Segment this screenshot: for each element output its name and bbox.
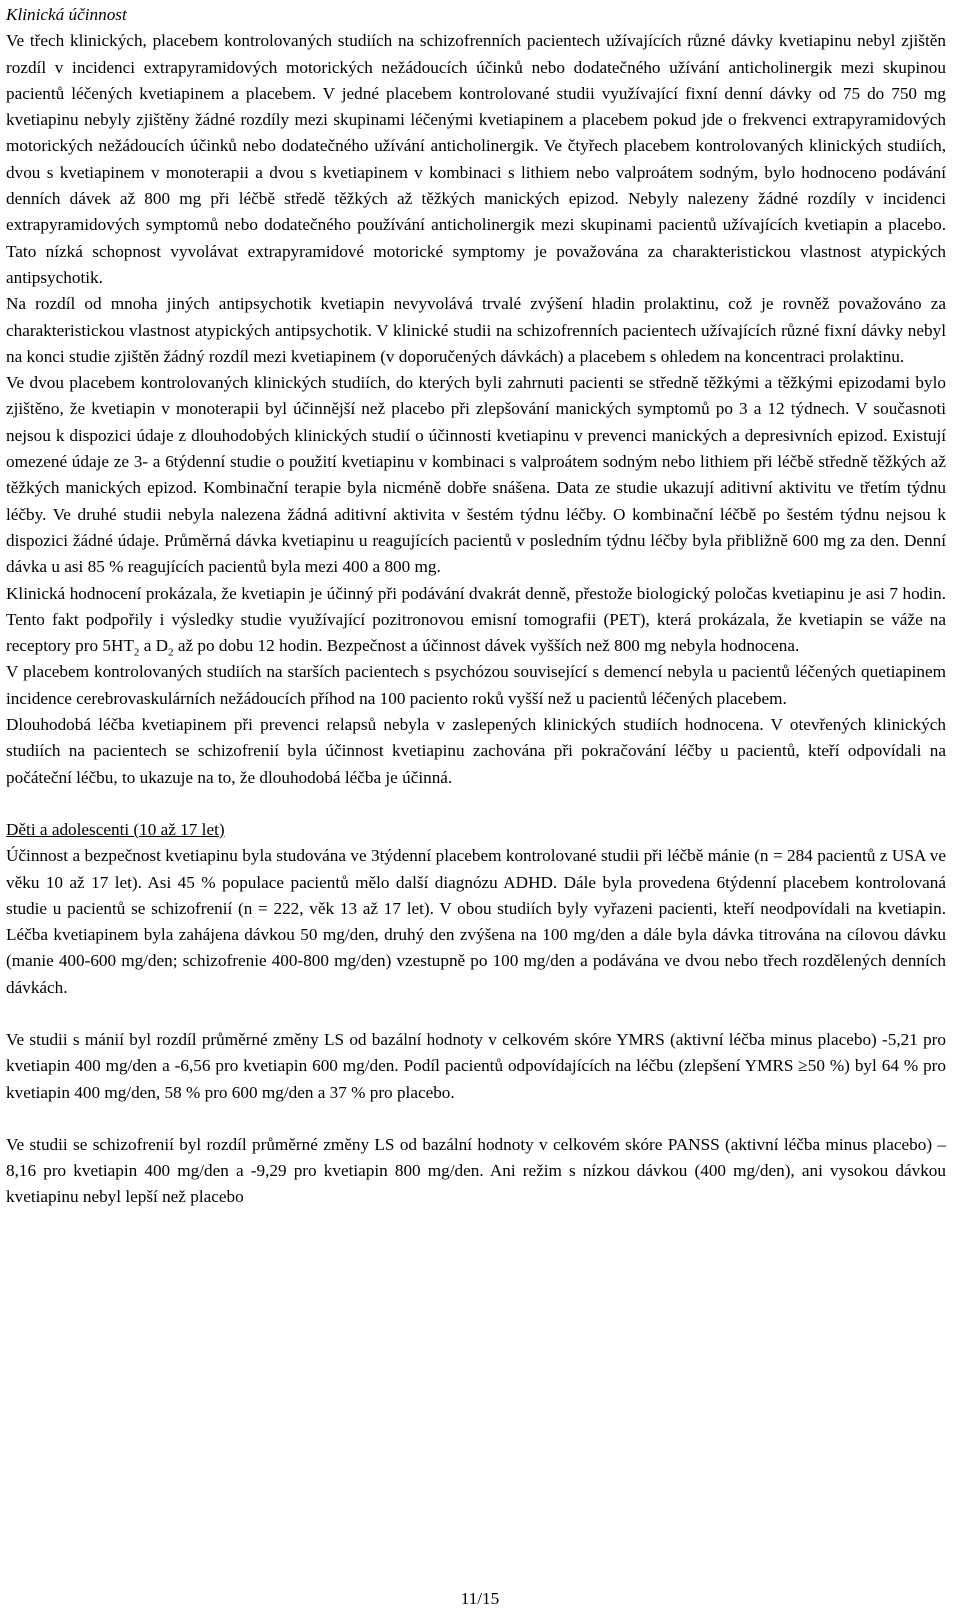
paragraph: V placebem kontrolovaných studiích na starších pacientech s psychózou související s demencí nebyla u pacientů léčených quetiapinem incidence cerebrovaskulárních nežádoucích příhod na 100 paciento roků vyšší než u pacientů léčených placebem. [6, 662, 946, 708]
subsection-title: Děti a adolescenti (10 až 17 let) [6, 819, 225, 839]
paragraph: Účinnost a bezpečnost kvetiapinu byla studována ve 3týdenní placebem kontrolované studii při léčbě mánie (n = 284 pacientů z USA ve věku 10 až 17 let). Asi 45 % populace pacientů mělo další diagnózu ADHD. Dále byla provedena 6týdenní placebem kontrolovaná studie u pacientů se schizofrenií (n = 222, věk 13 až 17 let). V obou studiích byly vyřazeni pacienti, kteří neodpovídali na kvetiapin. Léčba kvetiapinem byla zahájena dávkou 50 mg/den, druhý den zvýšena na 100 mg/den a dále byla dávka titrována na cílovou dávku (manie 400-600 mg/den; schizofrenie 400-800 mg/den) vzestupně po 100 mg/den a podávána ve dvou nebo třech rozdělených denních dávkách. [6, 846, 946, 997]
paragraph-with-subscripts [6, 581, 946, 660]
section-title: Klinická účinnost [6, 5, 127, 24]
subscript: 2 [133, 646, 140, 659]
document-page [6, 2, 946, 1211]
paragraph-text: a D [139, 636, 169, 656]
paragraph: Ve studii s mánií byl rozdíl průměrné změny LS od bazální hodnoty v celkovém skóre YMRS (aktivní léčba minus placebo) -5,21 pro kvetiapin 400 mg/den a -6,56 pro kvetiapin 600 mg/den. Podíl pacientů odpovídajících na léčbu (zlepšení YMRS ≥50 %) byl 64 % pro kvetiapin 400 mg/den, 58 % pro 600 mg/den a 37 % pro placebo. [6, 1029, 946, 1102]
paragraph: Na rozdíl od mnoha jiných antipsychotik kvetiapin nevyvolává trvalé zvýšení hladin prolaktinu, což je rovněž považováno za charakteristickou vlastnost atypických antipsychotik. V klinické studii na schizofrenních pacientech užívajících různé fixní dávky nebyl na konci studie zjištěn žádný rozdíl mezi kvetiapinem (v doporučených dávkách) a placebem s ohledem na koncentraci prolaktinu. [6, 294, 946, 366]
subscript: 2 [168, 646, 174, 659]
spacer [6, 791, 946, 817]
paragraph: Dlouhodobá léčba kvetiapinem při prevenci relapsů nebyla v zaslepených klinických studiích hodnocena. V otevřených klinických studiích na pacientech se schizofrenií byla účinnost kvetiapinu zachována při pokračování léčby u pacientů, kteří odpovídali na počáteční léčbu, to ukazuje na to, že dlouhodobá léčba je účinná. [6, 715, 946, 787]
page-number: 11/15 [460, 1589, 500, 1608]
spacer [6, 1001, 946, 1027]
paragraph: Ve studii se schizofrenií byl rozdíl průměrné změny LS od bazální hodnoty v celkovém skóre PANSS (aktivní léčba minus placebo) – 8,16 pro kvetiapin 400 mg/den a -9,29 pro kvetiapin 800 mg/den. Ani režim s nízkou dávkou (400 mg/den), ani vysokou dávkou kvetiapinu nebyl lepší než placebo [6, 1134, 946, 1207]
spacer [6, 1106, 946, 1132]
paragraph: Ve třech klinických, placebem kontrolovaných studiích na schizofrenních pacientech užívajících různé dávky kvetiapinu nebyl zjištěn rozdíl v incidenci extrapyramidových motorických nežádoucích účinků nebo dodatečného užívání anticholinergik mezi skupinou pacientů léčených kvetiapinem a placebem. V jedné placebem kontrolované studii využívající fixní denní dávky od 75 do 750 mg kvetiapinu nebyly zjištěny žádné rozdíly mezi skupinami léčenými kvetiapinem a placebem pokud jde o frekvenci extrapyramidových motorických nežádoucích účinků nebo dodatečného užívání anticholinergik. Ve čtyřech placebem kontrolovaných klinických studiích, dvou s kvetiapinem v monoterapii a dvou s kvetiapinem v kombinaci s lithiem nebo valproátem sodným, bylo hodnoceno podávání denních dávek až 800 mg při léčbě středě těžkých až těžkých manických epizod. Nebyly nalezeny žádné rozdíly v incidenci extrapyramidových symptomů nebo dodatečného používání anticholinergik mezi skupinami pacientů užívajících kvetiapin a placebo. Tato nízká schopnost vyvolávat extrapyramidové motorické symptomy je považována za charakteristickou vlastnost atypických antipsychotik. [6, 31, 946, 287]
paragraph-text: až po dobu 12 hodin. Bezpečnost a účinnost dávek vyšších než 800 mg nebyla hodnocena. [173, 636, 800, 656]
paragraph-text: Klinická hodnocení prokázala, že kvetiapin je účinný při podávání dvakrát denně, přestože biologický poločas kvetiapinu je asi 7 hodin. Tento fakt podpořily i výsledky studie využívající pozitronovou emisní tomografii (PET), která prokázala, že kvetiapin se váže na receptory pro 5HT [6, 583, 946, 656]
paragraph: Ve dvou placebem kontrolovaných klinických studiích, do kterých byli zahrnuti pacienti se středně těžkými a těžkými epizodami bylo zjištěno, že kvetiapin v monoterapii byl účinnější než placebo při zlepšování manických symptomů po 3 a 12 týdnech. V současnoti nejsou k dispozici údaje z dlouhodobých klinických studií o účinnosti kvetiapinu v prevenci manických a depresivních epizod. Existují omezené údaje ze 3- a 6týdenní studie o použití kvetiapinu v kombinaci s valproátem sodným nebo lithiem při léčbě středně těžkých až těžkých manických epizod. Kombinační terapie byla nicméně dobře snášena. Data ze studie ukazují aditivní aktivitu ve třetím týdnu léčby. Ve druhé studii nebyla nalezena žádná aditivní aktivita v šestém týdnu léčby. O kombinační léčbě po šestém týdnu nejsou k dispozici žádné údaje. Průměrná dávka kvetiapinu u reagujících pacientů v posledním týdnu léčby byla přibližně 600 mg za den. Denní dávka u asi 85 % reagujících pacientů byla mezi 400 a 800 mg. [6, 373, 946, 577]
